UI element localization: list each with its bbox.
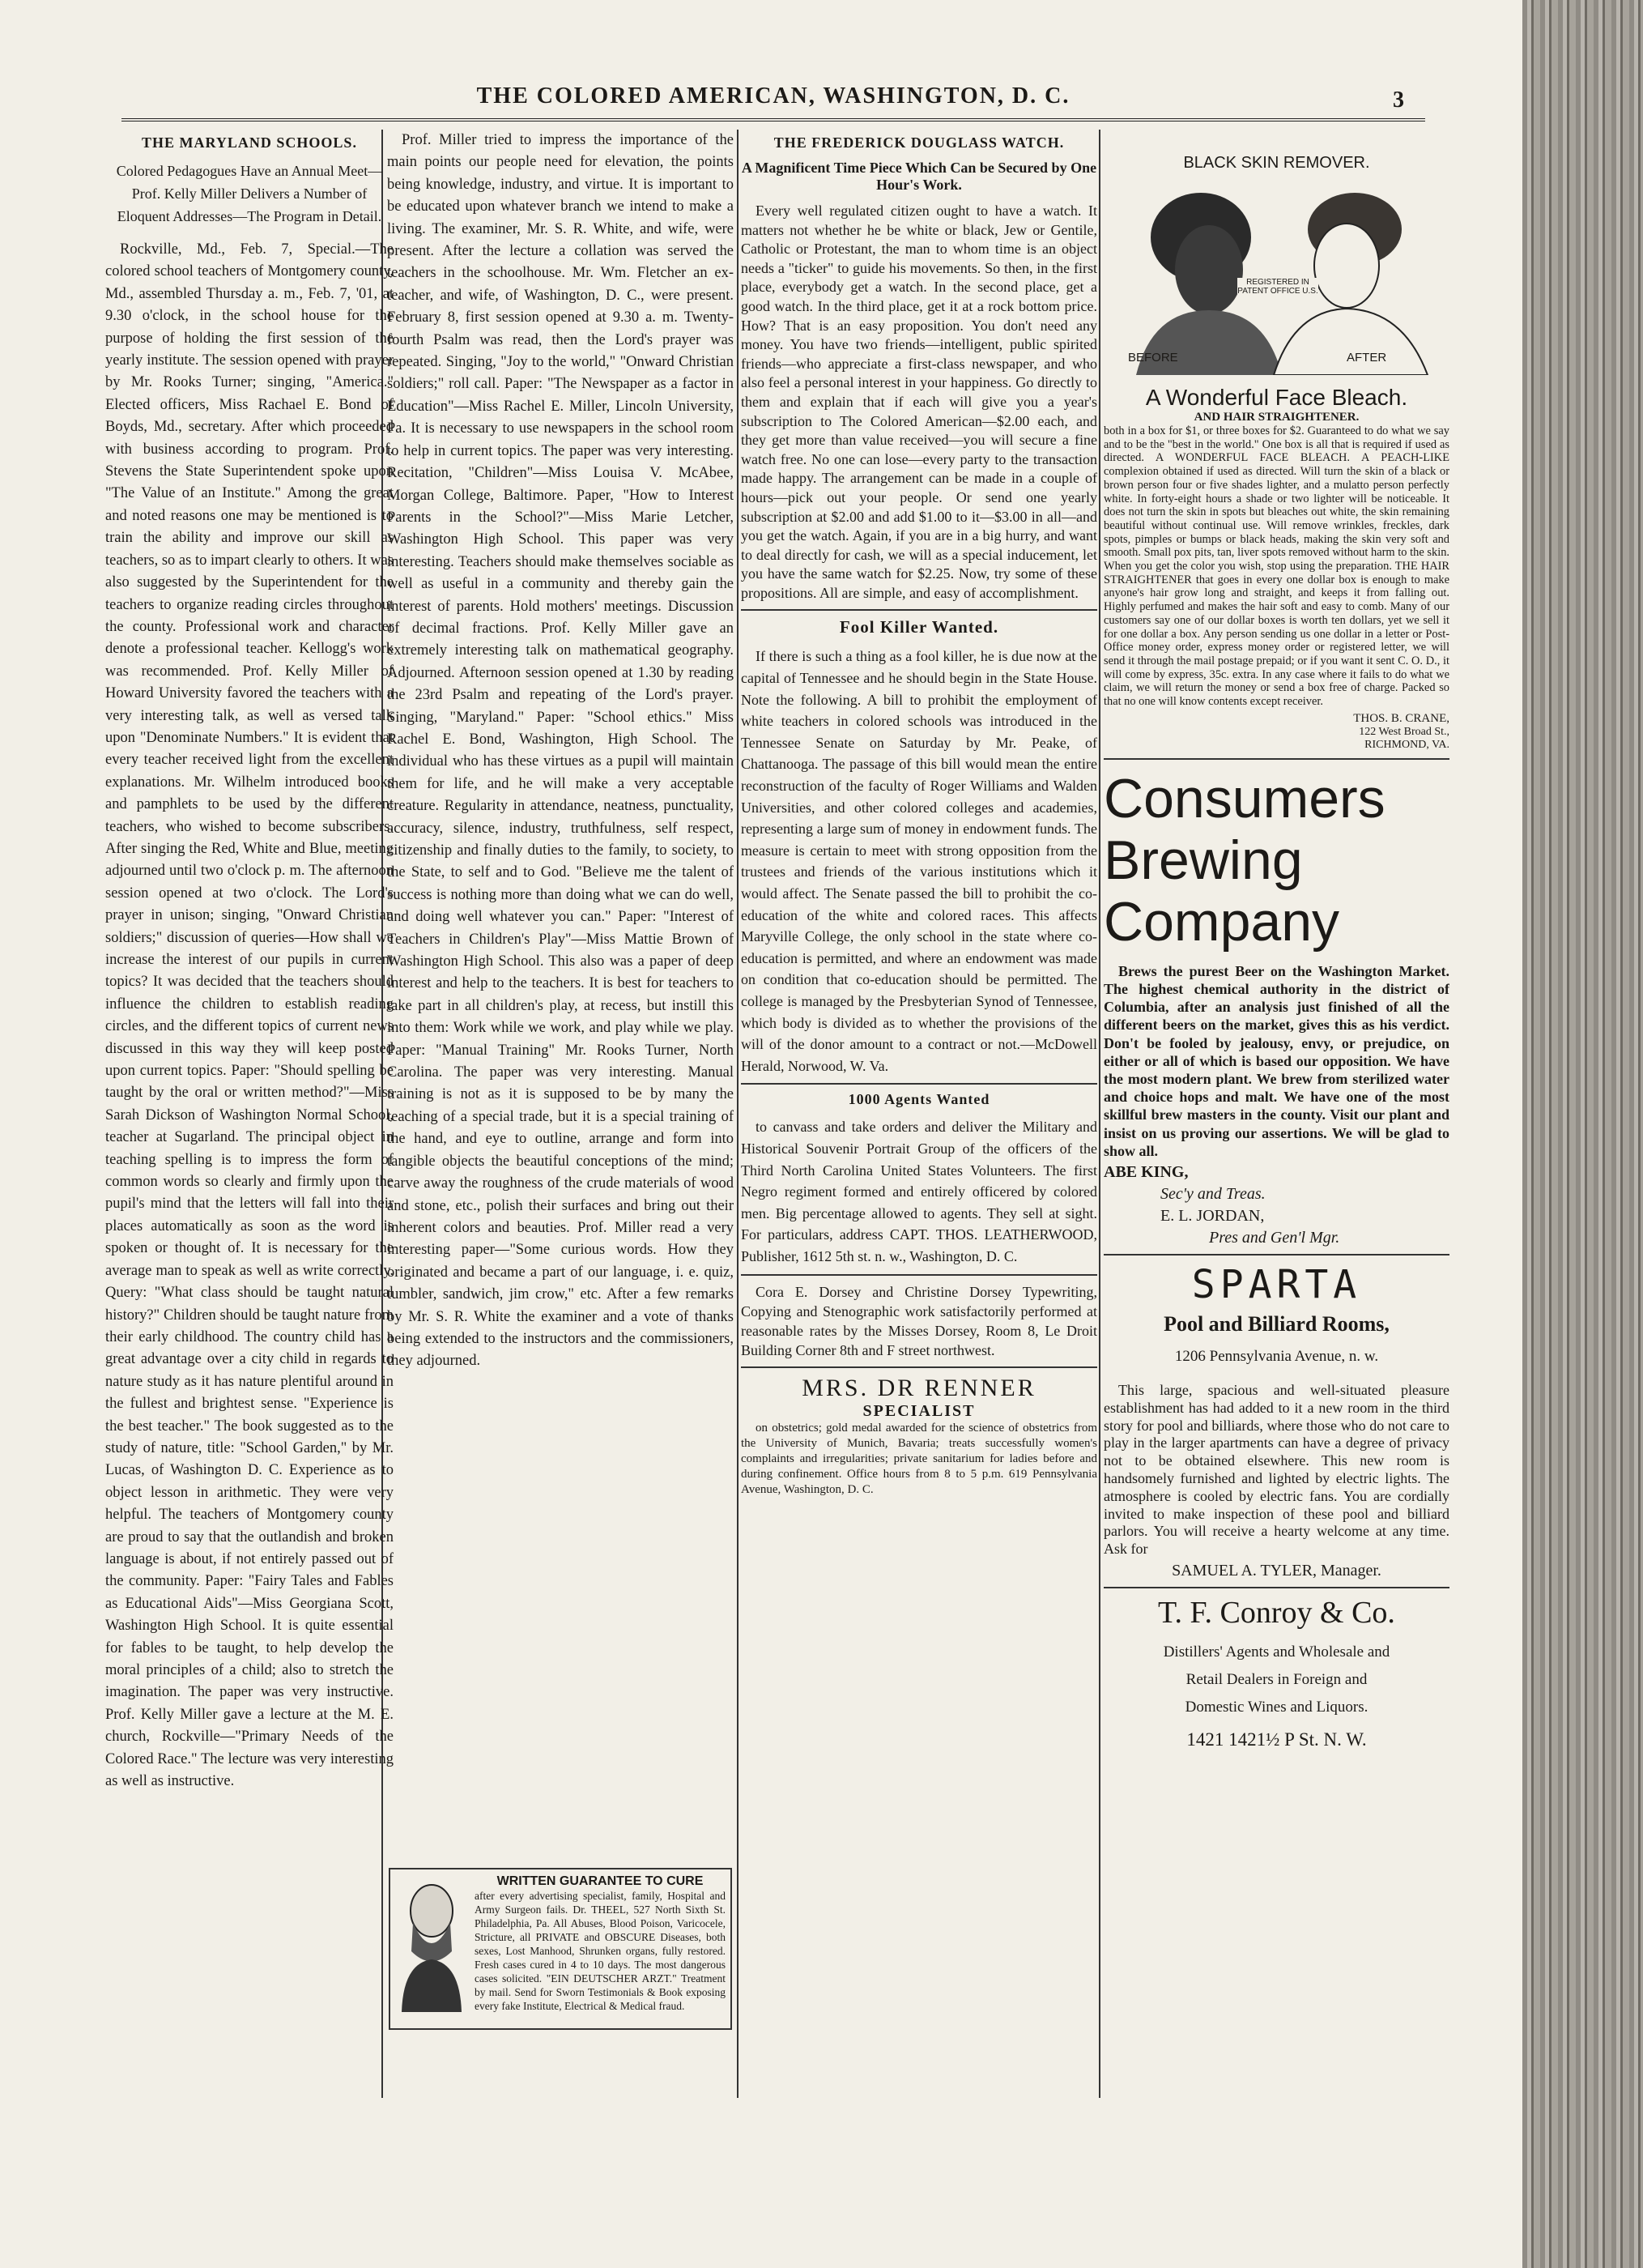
article-deck: Colored Pedagogues Have an Annual Meet—Prof. Kelly Miller Delivers a Number of Eloquent Addresses—The Program in Detail.: [116, 163, 383, 224]
book-spine: [1522, 0, 1643, 2268]
ad-signature: SAMUEL A. TYLER, Manager.: [1172, 1561, 1381, 1580]
divider: [741, 1274, 1097, 1276]
ad-signature-title: Pres and Gen'l Mgr.: [1209, 1229, 1340, 1247]
column-douglass-watch: [741, 130, 1097, 2106]
ad-body: to canvass and take orders and deliver the Military and Historical Souvenir Portrait Group of the officers of the Third North Carolina United States Volunteers. The first Negro regiment formed and entirely officered by colored men. Big percentage allowed to agents. They sell at sight. For particulars, address CAPT. THOS. LEATHERWOOD, Publisher, 1612 5th st. n. w., Washington, D. C.: [741, 1119, 1097, 1264]
column-advertisements: [1104, 130, 1449, 2106]
article-body: Every well regulated citizen ought to have a watch. It matters not whether he be white or black, Jew or Gentile, Catholic or Protestant, the man to whom time is an object needs a "ticker" to guide his movements. So then, in the first place, everybody get a watch. In the second place, get a good watch. In the third place, get it at a rock bottom price. How? That is an easy proposition. You don't need any money. You have two friends—intelligent, public spirited friends—who appreciate a first-class newspaper, and who also feel a personal interest in your happiness. Go directly to them and explain that if each will give you a year's subscription to The Colored American—$2.00 each, and they get more than value received—you will secure a fine watch free. No one can lose—every party to the transaction made happy. The arrangement can be made in a couple of hours—pick out your people. Or send one yearly subscription at $2.00 and add $1.00 to it—$3.00 in all—and you get the watch. Again, if you are in a big hurry, and want to deal directly for cash, we will as a special inducement, let you have the same watch for $2.25. Now, try some of these propositions. All are simple, and easy of accomplishment.: [741, 202, 1097, 601]
ad-body: after every advertising specialist, family, Hospital and Army Surgeon fails. Dr. THEEL, 527 North Sixth St. Philadelphia, Pa. All Abuses, Blood Poison, Varicocele, Stricture, all PRIVATE and OBSCURE Diseases, both sexes, Lost Manhood, Shrunken organs, fully restored. Fresh cases cured in 4 to 10 days. The most dangerous cases solicited. "EIN DEUTSCHER ARZT." Treatment by mail. Send for Sworn Testimonials & Book exposing every fake Institute, Electrical & Medical fraud.: [475, 1890, 726, 2012]
doctor-advertisement: [389, 1868, 732, 2030]
ad-address: 122 West Broad St.,: [1359, 725, 1449, 738]
ad-subhead: Pool and Billiard Rooms,: [1164, 1312, 1390, 1336]
ad-signature: ABE KING,: [1104, 1163, 1189, 1181]
ad-body: This large, spacious and well-situated pleasure establishment has had added to it a new room in the third story for pool and billiards, where those who do not care to play in the larger apartments can have a degree of privacy not to be obtained elsewhere. This new room is handsomely furnished and lighted by electric lights. The atmosphere is cooled by electric fans. You are cordially invited to make inspection of these pool and billiard parlors. You will receive a hearty welcome at any time. Ask for: [1104, 1382, 1449, 1558]
column-maryland-schools: [105, 130, 394, 2106]
before-after-faces-icon: [1104, 173, 1449, 375]
ad-line: Distillers' Agents and Wholesale and: [1163, 1643, 1390, 1660]
divider: [1104, 1587, 1449, 1588]
brewing-title: [1104, 768, 1449, 953]
article-headline: THE MARYLAND SCHOOLS.: [142, 134, 357, 151]
column-maryland-continued: [387, 130, 734, 1859]
divider: [741, 1366, 1097, 1368]
ad-headline: T. F. Conroy & Co.: [1158, 1595, 1395, 1630]
ad-headline: SPARTA: [1191, 1262, 1362, 1307]
article-headline: THE FREDERICK DOUGLASS WATCH.: [773, 134, 1065, 151]
doctor-portrait-icon: [395, 1874, 468, 2012]
ad-address: 1206 Pennsylvania Avenue, n. w.: [1174, 1348, 1379, 1365]
ad-signature: E. L. JORDAN,: [1160, 1207, 1265, 1225]
before-after-illustration: [1104, 173, 1449, 399]
ad-headline: A Wonderful Face Bleach.: [1145, 385, 1408, 410]
divider: [1104, 1254, 1449, 1256]
ad-body: Brews the purest Beer on the Washington Market. The highest chemical authority in the district of Columbia, after an analysis just finished of all the different beers on the market, gives this as his verdict. Don't be fooled by jealousy, envy, or prejudice, on either or all of which is based our opposition. We have the most modern plant. We brew from sterilized water and choice hops and malt. We have one of the most skillful brew masters in the county. Visit our plant and insist on us proving our assertions. We will be glad to show all.: [1104, 962, 1449, 1159]
after-label: AFTER: [1347, 351, 1387, 364]
article-subhead: A Magnificent Time Piece Which Can be Secured by One Hour's Work.: [741, 160, 1097, 193]
page-number: 3: [1393, 87, 1404, 113]
ad-headline: 1000 Agents Wanted: [848, 1091, 990, 1108]
divider: [1104, 758, 1449, 760]
brewing-title-line: Brewing: [1104, 829, 1303, 891]
ad-subhead: SPECIALIST: [862, 1401, 976, 1420]
divider: [741, 609, 1097, 611]
brewing-title-line: Company: [1104, 890, 1340, 953]
registered-mark: REGISTERED IN PATENT OFFICE U.S.: [1237, 278, 1318, 296]
ad-address: 1421 1421½ P St. N. W.: [1186, 1729, 1367, 1750]
article-body: If there is such a thing as a fool killer, he is due now at the capital of Tennessee and he should begin in the State House. Note the following. A bill to prohibit the employment of white teachers in colored schools was introduced in the Tennessee Senate on Saturday by Mr. Peake, of Chattanooga. The passage of this bill would mean the entire reconstruction of the faculty of Roger Williams and Walden Universities, and other colored colleges and academies, representing a large sum of money in endowment funds. The measure is certain to meet with strong opposition from the trustees and friends of the various institutions which it would affect. The Senate passed the bill to prohibit the co-education of the white and colored races. This affects Maryville College, the only school in the state where co-education is permitted, and where an endowment was made on condition that co-education should be permitted. The college is managed by the Presbyterian Synod of Tennessee, which body is divided as to whether the provisions of the will of the donor amount to a contract or not.—McDowell Herald, Norwood, W. Va.: [741, 648, 1097, 1074]
column-rule: [737, 130, 738, 2098]
divider: [741, 1083, 1097, 1085]
ad-headline: WRITTEN GUARANTEE TO CURE: [496, 1874, 704, 1888]
article-body: Rockville, Md., Feb. 7, Special.—The colored school teachers of Montgomery county, Md., assembled Thursday a. m., Feb. 7, '01, at 9.30 o'clock, in the school house for the purpose of holding the first session of the yearly institute. The session opened with prayer by Mr. Rooks Turner; singing, "America." Elected officers, Miss Rachael E. Bond of Boyds, Md., secretary. After which proceeded with business according to program. Prof. Stevens the State Superintendent spoke upon "The Value of an Institute." Among the great and noted reasons one may be mentioned is to train the ability and improve our skill as teachers, so as to impart clearly to others. It was also suggested by the Superintendent for the teachers to organize reading circles throughout the county. Professional work and character denote a professional teacher. Kellogg's work was recommended. Prof. Kelly Miller of Howard University favored the teachers with a very interesting talk, as well as versed talk upon "Denominate Numbers." It is evident that every teacher received light from the excellent explanations. Mr. Wilhelm introduced books and pamphlets to be used by the different teachers, who wished to become subscribers. After singing the Red, White and Blue, meeting adjourned until two o'clock p. m. The afternoon session opened at two o'clock. The Lord's prayer in unison; singing, "Onward Christian soldiers;" discussion of queries—How shall we increase the interest of our pupils in current topics? It was decided that the teachers should influence the children to establish reading circles, and the different topics of current news discussed in this way they will keep posted upon current topics. Paper: "Should spelling be taught by the oral or written method?"—Miss Sarah Dickson of Washington Normal School, teacher at Sugarland. The principal object in teaching spelling is to impress the form of common words so clearly and firmly upon the pupil's mind that the letters will fall into their places automatically as soon as the word is spoken or thought of. It is necessary for the average man to speak as well as write correctly. Query: "What class should be taught natural history?" Children should be taught nature from their early childhood. The country child has a great advantage over a city child in regards to nature study as it has nature plentiful around in the fullest and brightest sense. "Experience is the best teacher." The book suggested as to the study of nature, title: "School Garden," by Mr. Lucas, of Washington D. C. Experience as to object lesson in arithmetic. They were very helpful. The teachers of Montgomery county are proud to say that the outlandish and broken language is about, if not entirely passed out of the community. Paper: "Fairy Tales and Fables as Educational Aids"—Miss Georgiana Scott, Washington High School. It is quite essential for fables to be taught, to help develop the moral principles of a child; also to stretch the imagination. The paper was very instructive. Prof. Kelly Miller gave a lecture at the M. E. church, Rockville—"Primary Needs of the Colored Race." The lecture was very interesting as well as instructive.: [105, 241, 394, 1790]
ad-title: BLACK SKIN REMOVER.: [1183, 154, 1370, 172]
ad-body: Cora E. Dorsey and Christine Dorsey Typewriting, Copying and Stenographic work satisfactorily performed at reasonable rates by the Misses Dorsey, Room 8, Le Droit Building Corner 8th and F street northwest.: [741, 1283, 1097, 1358]
page-masthead: THE COLORED AMERICAN, WASHINGTON, D. C.: [121, 75, 1425, 122]
ad-body: on obstetrics; gold medal awarded for the science of obstetrics from the University of Munich, Bavaria; treats successfully women's complaints and irregularities; private sanitarium for ladies before and during confinement. Office hours from 8 to 5 p.m. 619 Pennsylvania Avenue, Washington, D. C.: [741, 1421, 1097, 1496]
ad-line: Retail Dealers in Foreign and: [1185, 1670, 1368, 1688]
ad-line: Domestic Wines and Liquors.: [1185, 1698, 1368, 1716]
article-headline: Fool Killer Wanted.: [839, 617, 999, 637]
before-label: BEFORE: [1128, 351, 1178, 364]
ad-signature-title: Sec'y and Treas.: [1160, 1185, 1266, 1203]
ad-city: RICHMOND, VA.: [1364, 738, 1449, 751]
brewing-title-line: Consumers: [1104, 767, 1385, 829]
column-rule: [1099, 130, 1100, 2098]
article-body: Prof. Miller tried to impress the importance of the main points our people need for elevation, the points being knowledge, industry, and virtue. It is important to be educated upon whatever branch we intend to make a living. The examiner, Mr. S. R. White, and wife, were present. After the lecture a collation was served the teachers in the schoolhouse. Mr. Wm. Fletcher an ex-teacher, and wife, of Washington, D. C., were present. February 8, first session opened at 9.30 a. m. Twenty-fourth Psalm was read, then the Lord's prayer was repeated. Singing, "Joy to the world," "Onward Christian soldiers;" roll call. Paper: "The Newspaper as a factor in Education"—Miss Rachel E. Miller, Lincoln University, Pa. It is necessary to use newspapers in the school room to help in current topics. The paper was very interesting. Recitation, "Children"—Miss Louisa V. McAbee, Morgan College, Baltimore. Paper, "How to Interest Parents in the School?"—Miss Marie Letcher, Washington High School. This paper was very interesting. Teachers should make themselves sociable as well as useful in a community and thereby gain the interest of parents. Hold mothers' meetings. Discussion of decimal fractions. Prof. Kelly Miller gave an extremely interesting talk on mathematical geography. Adjourned. Afternoon session opened at 1.30 by reading the 23rd Psalm and repeating of the Lord's prayer. Singing, "Maryland." Paper: "School ethics." Miss Rachel E. Bond, Washington, High School. The individual who has these virtues as a pupil will maintain them for life, and he will make a very acceptable creature. Regularity in attendance, neatness, punctuality, accuracy, silence, industry, truthfulness, self respect, citizenship and finally duties to the family, to society, to the State, to self and to God. "Believe me the talent of success is nothing more than doing what we can do well, and doing well whatever you can." Paper: "Interest of Teachers in Children's Play"—Miss Mattie Brown of Washington High School. This also was a paper of deep interest and help to the teachers. It is best for teachers to take part in all children's play, at recess, but instill this into them: Work while we work, and play while we play. Paper: "Manual Training" Mr. Rooks Turner, North Carolina. The paper was very interesting. Manual training is not as it is supposed to be by many the teaching of a special trade, but it is a special training of the hand, and eye to outline, arrange and form into tangible objects the beautiful conceptions of the mind; carve away the roughness of the crude materials of wood and stone, etc., polish their surfaces and bring out their inherent colors and beauties. Prof. Miller read a very interesting paper—"Some curious words. How they originated and became a part of our language, i. e. quiz, tumbler, sandwich, jim crow," etc. After a few remarks by Mr. S. R. White the examiner and a vote of thanks being extended to the instructors and the commissioners, they adjourned.: [387, 132, 734, 1370]
ad-headline: MRS. DR RENNER: [802, 1374, 1036, 1401]
ad-subhead: AND HAIR STRAIGHTENER.: [1194, 411, 1360, 424]
ad-signature: THOS. B. CRANE,: [1353, 711, 1449, 725]
ad-body: both in a box for $1, or three boxes for $2. Guaranteed to do what we say and to be the "best in the world." One box is all that is required if used as directed. A WONDERFUL FACE BLEACH. A PEACH-LIKE complexion obtained if used as directed. Will turn the skin of a black or brown person four or five shades lighter, and a mulatto person perfectly white. In forty-eight hours a shade or two lighter will be noticeable. It does not turn the skin in spots but bleaches out white, the skin remaining beautiful without continual use. Will remove wrinkles, freckles, dark spots, pimples or bumps or black heads, making the skin very soft and smooth. Small pox pits, tan, liver spots removed without harm to the skin. When you get the color you wish, stop using the preparation. THE HAIR STRAIGHTENER that goes in every one dollar box is enough to make anyone's hair grow long and straight, and keeps it from falling out. Highly perfumed and makes the hair soft and easy to comb. Many of our customers say one of our dollar boxes is worth ten dollars, yet we sell it for one dollar a box. Any person sending us one dollar in a letter or Post-Office money order, express money order or registered letter, we will send it through the mail postage prepaid; or if you want it sent C. O. D., it will come by express, 35c. extra. In any case where it fails to do what we claim, we will return the money or send a box free of charge. Packed so that no one will know contents except receiver.: [1104, 424, 1449, 709]
